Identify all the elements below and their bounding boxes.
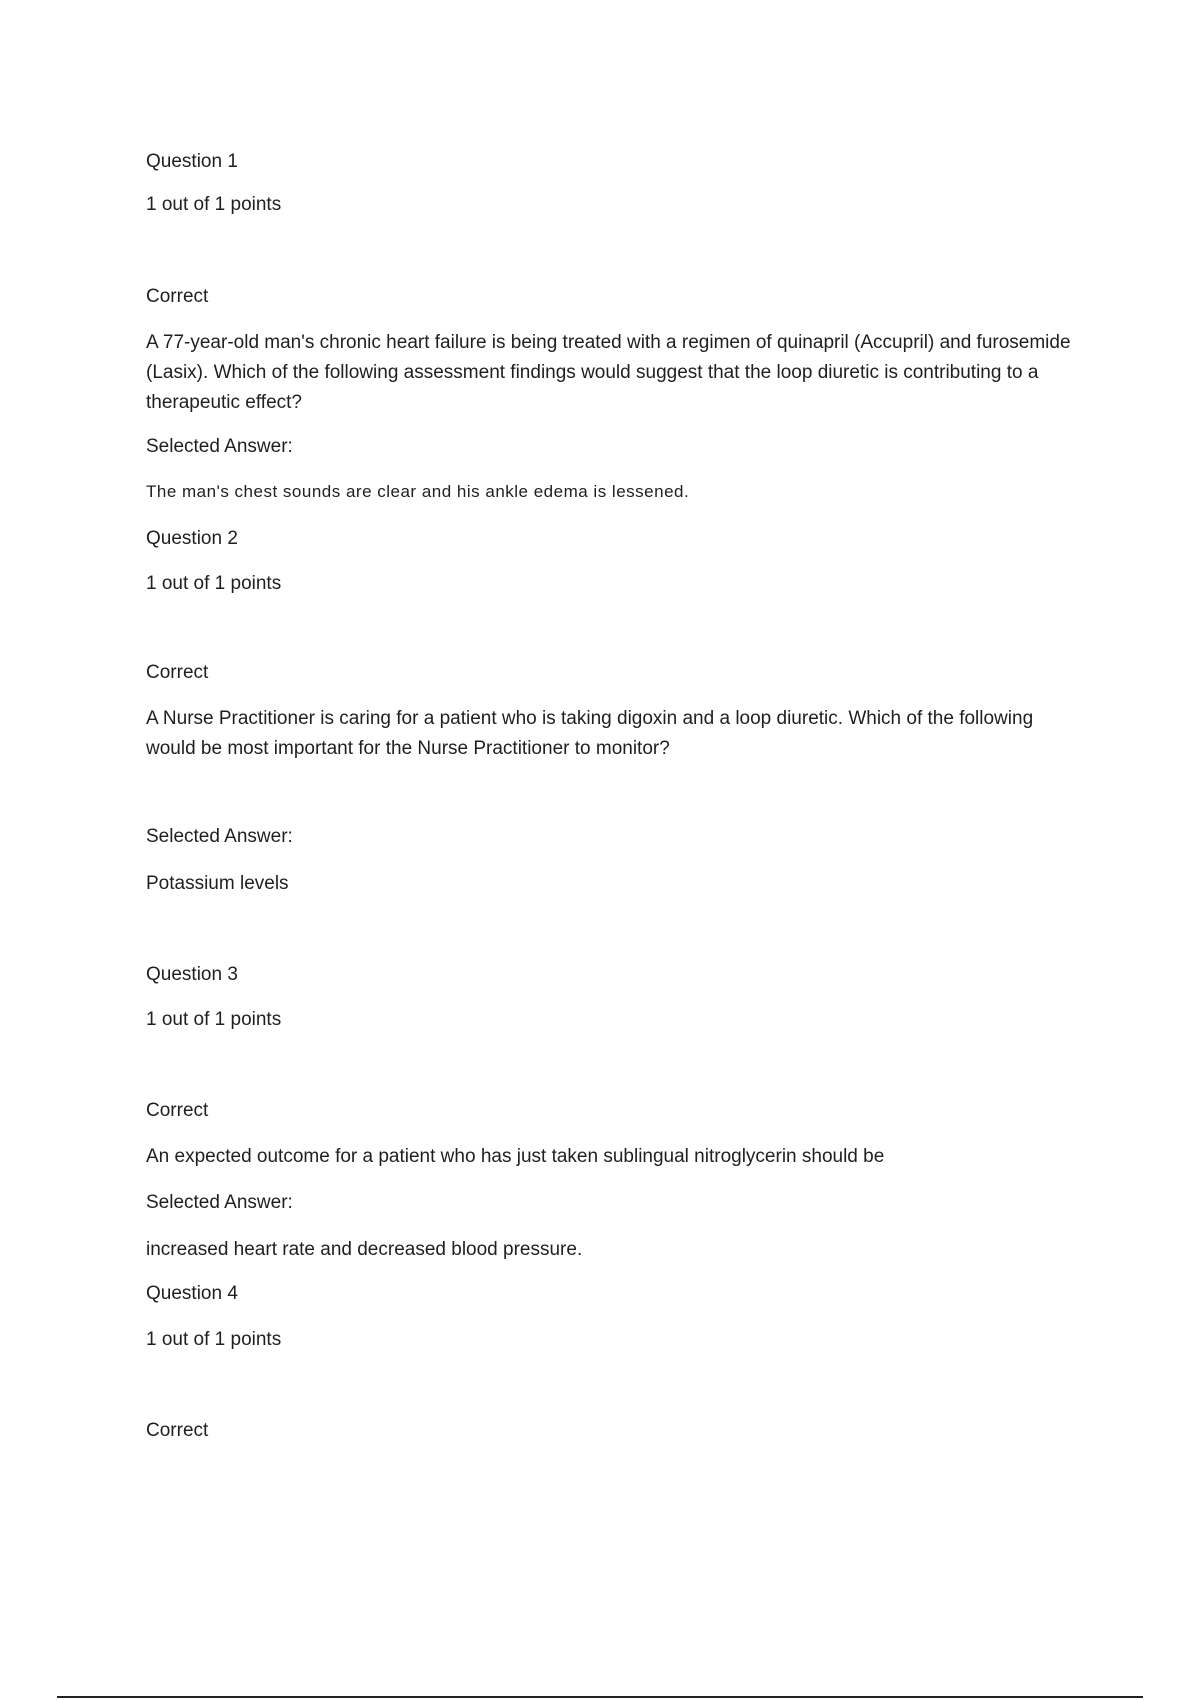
question-2-selected-label: Selected Answer:	[146, 826, 293, 847]
question-2-points: 1 out of 1 points	[146, 573, 282, 594]
question-3-label: Question 3	[146, 964, 238, 985]
question-3-selected-label: Selected Answer:	[146, 1192, 293, 1213]
question-2-label: Question 2	[146, 528, 238, 549]
question-3-points: 1 out of 1 points	[146, 1009, 282, 1030]
question-3-text: An expected outcome for a patient who has just taken sublingual nitroglycerin should be	[146, 1146, 885, 1167]
question-2-answer: Potassium levels	[146, 873, 289, 894]
question-1-text: A 77-year-old man's chronic heart failure is being treated with a regimen of quinapril (Accupril) and furosemide (Lasix). Which of the following assessment findings would suggest that the loop diuretic is contributing to a therapeutic effect?	[146, 332, 1071, 413]
question-1-status: Correct	[146, 286, 209, 307]
question-2-status: Correct	[146, 662, 209, 683]
question-4-points: 1 out of 1 points	[146, 1329, 282, 1350]
question-1-points: 1 out of 1 points	[146, 194, 282, 215]
question-1-label: Question 1	[146, 151, 238, 172]
question-3-status: Correct	[146, 1100, 209, 1121]
question-1-selected-label: Selected Answer:	[146, 436, 293, 457]
question-3-answer: increased heart rate and decreased blood pressure.	[146, 1239, 583, 1260]
question-1-answer: The man's chest sounds are clear and his ankle edema is lessened.	[146, 482, 690, 501]
question-4-label: Question 4	[146, 1283, 238, 1304]
question-2-text: A Nurse Practitioner is caring for a patient who is taking digoxin and a loop diuretic. Which of the following would be most important for the Nurse Practitioner to monitor?	[146, 708, 1034, 759]
question-4-status: Correct	[146, 1420, 209, 1441]
footer-divider	[57, 1696, 1143, 1698]
